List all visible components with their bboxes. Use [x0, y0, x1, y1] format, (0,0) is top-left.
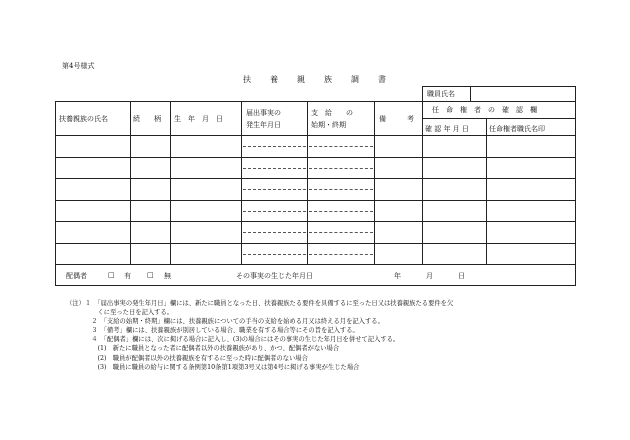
col-relationship: 続 柄 [133, 115, 161, 123]
col-birthdate: 生 年 月 日 [174, 115, 223, 123]
spouse-event-date-label: その事実の生じた年月日 [236, 272, 313, 280]
spouse-no-label: 無 [164, 272, 171, 280]
note-line: ３ 「備考」欄には、扶養親族が別居している場合、職業を有する場合等にその旨を記入する。 [66, 327, 359, 335]
note-line: ２ 「支給の始期・終期」欄には、扶養親族についての手当の支給を始める月又は終える月を記入する。 [66, 318, 384, 326]
spouse-yes-checkbox[interactable]: □ [108, 271, 115, 279]
notes [66, 299, 453, 372]
note-line: (1) 新たに職員となった者に配偶者以外の扶養親族があり、かつ、配偶者がない場合 [66, 345, 340, 353]
note-line: くに至った日を記入する。 [66, 309, 174, 317]
col-appointer-confirmation: 任 命 権 者 の 確 認 欄 [432, 106, 537, 114]
note-line: （注）１ 「届出事実の発生年月日」欄には、新たに職員となった日、扶養親族たる要件を具備するに至った日又は扶養親族たる要件を欠 [66, 300, 454, 307]
col-payment-period-1: 支 給 の [311, 109, 353, 117]
spouse-yes-label: 有 [124, 272, 131, 280]
col-dependent-name: 扶養親族の氏名 [59, 115, 108, 123]
spouse-day-label: 日 [458, 272, 465, 280]
col-appointer-title-seal: 任命権者職氏名印 [489, 125, 545, 133]
col-event-date-2: 発生年月日 [246, 121, 281, 129]
form-number: 第4号様式 [62, 62, 95, 70]
spouse-month-label: 月 [426, 272, 433, 280]
spouse-label: 配偶者 [66, 272, 87, 280]
form-title: 扶 養 親 族 調 書 [243, 75, 387, 84]
col-confirmation-date: 確 認 年 月 日 [425, 125, 469, 133]
spouse-no-checkbox[interactable]: □ [147, 271, 154, 279]
note-line: (2) 職員が配偶者以外の扶養親族を有するに至った時に配偶者のない場合 [66, 354, 308, 362]
col-remarks: 備 考 [379, 115, 414, 123]
note-line: ４ 「配偶者」欄には、次に掲げる場合に記入し、(3)の場合にはその事実の生じた年月日を併せて記入する。 [66, 336, 400, 344]
col-payment-period-2: 始期・終期 [311, 121, 346, 129]
staff-name-label: 職員氏名 [427, 90, 455, 98]
note-line: (3) 職員に職員の給与に関する条例第10条第1項第3号又は第4号に掲げる事実が生じた場合 [66, 363, 360, 371]
spouse-year-label: 年 [394, 272, 401, 280]
col-event-date-1: 届出事実の [246, 109, 281, 117]
